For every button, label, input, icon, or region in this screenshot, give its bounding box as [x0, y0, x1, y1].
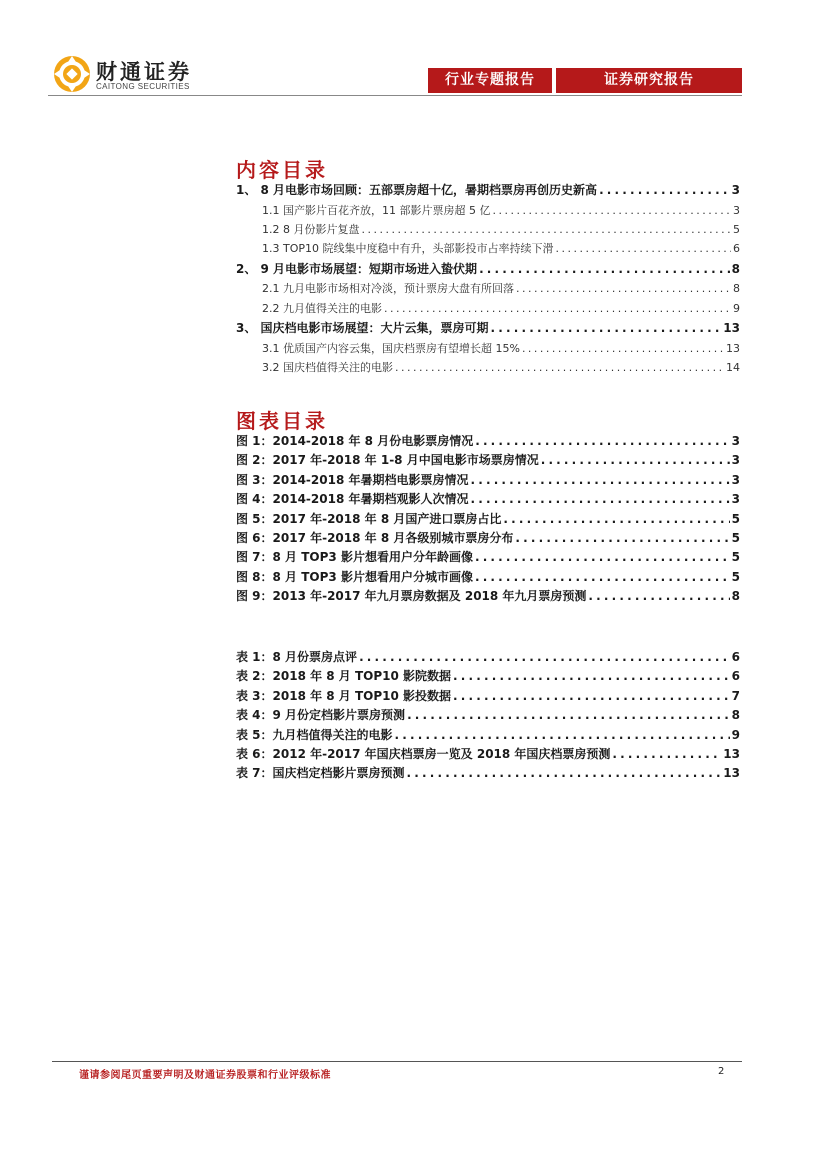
- tables-list: [236, 648, 740, 784]
- figure-entry-3[interactable]: 图 3：2014-2018 年暑期档电影票房情况 . . . 3: [236, 471, 740, 490]
- logo-chinese-name: 财通证券: [96, 60, 192, 84]
- footer-divider: [52, 1061, 742, 1062]
- toc-entry-1-3[interactable]: 1.3 TOP10 院线集中度稳中有升，头部影投市占率持续下滑 . . . 6: [236, 239, 740, 258]
- figure-entry-2[interactable]: 图 2：2017 年-2018 年 1-8 月中国电影市场票房情况 . . . 3: [236, 451, 740, 470]
- company-logo: [52, 54, 222, 94]
- report-type-badge: 行业专题报告: [428, 68, 552, 93]
- toc-entry-2-1[interactable]: 2.1 九月电影市场相对冷淡，预计票房大盘有所回落 . . . 8: [236, 279, 740, 298]
- figure-entry-4[interactable]: 图 4：2014-2018 年暑期档观影人次情况 . . . 3: [236, 490, 740, 509]
- figure-entry-1[interactable]: 图 1：2014-2018 年 8 月份电影票房情况 . . . 3: [236, 432, 740, 451]
- table-entry-4[interactable]: 表 4：9 月份定档影片票房预测 . . . 8: [236, 706, 740, 725]
- toc-entry-2[interactable]: 2、 9 月电影市场展望：短期市场进入蛰伏期 . . . 8: [236, 259, 740, 280]
- figure-entry-6[interactable]: 图 6：2017 年-2018 年 8 月各级别城市票房分布 . . . 5: [236, 529, 740, 548]
- toc-entry-3-1[interactable]: 3.1 优质国产内容云集，国庆档票房有望增长超 15% . . . 13: [236, 339, 740, 358]
- toc-entry-1[interactable]: 1、 8 月电影市场回顾：五部票房超十亿，暑期档票房再创历史新高 . . . 3: [236, 180, 740, 201]
- table-entry-2[interactable]: 表 2：2018 年 8 月 TOP10 影院数据 . . . 6: [236, 667, 740, 686]
- page-number: 2: [718, 1066, 725, 1077]
- header-divider: [48, 95, 742, 96]
- contents-list: [236, 180, 740, 378]
- figures-list: [236, 432, 740, 607]
- toc-entry-3-2[interactable]: 3.2 国庆档值得关注的电影 . . . 14: [236, 358, 740, 377]
- toc-entry-1-2[interactable]: 1.2 8 月份影片复盘 . . . 5: [236, 220, 740, 239]
- toc-entry-2-2[interactable]: 2.2 九月值得关注的电影 . . . 9: [236, 299, 740, 318]
- toc-entry-3[interactable]: 3、 国庆档电影市场展望：大片云集，票房可期 . . . 13: [236, 318, 740, 339]
- caitong-coin-icon: [52, 54, 92, 98]
- table-entry-6[interactable]: 表 6：2012 年-2017 年国庆档票房一览及 2018 年国庆档票房预测 . . . 13: [236, 745, 740, 764]
- contents-heading: 内容目录: [236, 158, 328, 182]
- table-entry-1[interactable]: 表 1：8 月份票房点评 . . . 6: [236, 648, 740, 667]
- table-entry-7[interactable]: 表 7：国庆档定档影片票房预测 . . . 13: [236, 764, 740, 783]
- table-entry-5[interactable]: 表 5：九月档值得关注的电影 . . . 9: [236, 726, 740, 745]
- figure-entry-7[interactable]: 图 7：8 月 TOP3 影片想看用户分年龄画像 . . . 5: [236, 548, 740, 567]
- report-category-badge: 证券研究报告: [556, 68, 742, 93]
- figure-entry-8[interactable]: 图 8：8 月 TOP3 影片想看用户分城市画像 . . . 5: [236, 568, 740, 587]
- logo-english-name: CAITONG SECURITIES: [96, 82, 190, 91]
- footer-disclaimer: 谨请参阅尾页重要声明及财通证券股票和行业评级标准: [79, 1070, 331, 1081]
- figure-entry-5[interactable]: 图 5：2017 年-2018 年 8 月国产进口票房占比 . . . 5: [236, 510, 740, 529]
- toc-entry-1-1[interactable]: 1.1 国产影片百花齐放，11 部影片票房超 5 亿 . . . 3: [236, 201, 740, 220]
- figures-heading: 图表目录: [236, 409, 328, 433]
- figure-entry-9[interactable]: 图 9：2013 年-2017 年九月票房数据及 2018 年九月票房预测 . . . 8: [236, 587, 740, 606]
- table-entry-3[interactable]: 表 3：2018 年 8 月 TOP10 影投数据 . . . 7: [236, 687, 740, 706]
